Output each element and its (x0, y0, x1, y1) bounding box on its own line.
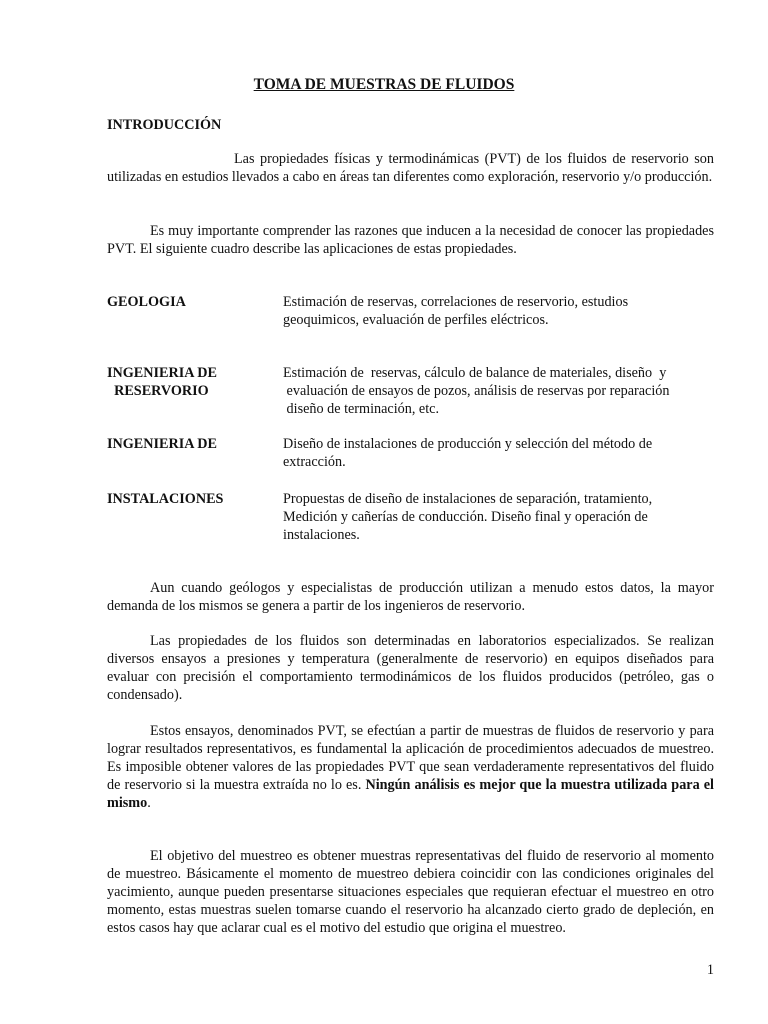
section-heading: INTRODUCCIÓN (107, 117, 222, 133)
application-label-reservorio: INGENIERIA DE RESERVORIO (107, 365, 217, 399)
paragraph-pvt-tests-end: . (147, 795, 151, 811)
application-label-ingenieria: INGENIERIA DE (107, 436, 217, 452)
paragraph-pvt-tests (107, 722, 714, 812)
paragraph-laboratory: Las propiedades de los fluidos son determinadas en laboratorios especializados. Se realizan diversos ensayos a presiones y temperatura (generalmente de reservorio) en equipos diseñados para evaluar con precisión el comportamiento termodinámicos de los fluidos producidos (petróleo, gas o condensado). (107, 633, 714, 703)
paragraph-pvt-importance: Es muy importante comprender las razones que inducen a la necesidad de conocer las propiedades PVT. El siguiente cuadro describe las aplicaciones de estas propiedades. (107, 223, 714, 257)
paragraph-pvt-tests-emphasis: Ningún análisis es mejor que la muestra utilizada para el mismo (107, 777, 714, 811)
application-label-instalaciones: INSTALACIONES (107, 491, 224, 507)
application-label-geologia: GEOLOGIA (107, 294, 186, 310)
paragraph-intro: Las propiedades físicas y termodinámicas (PVT) de los fluidos de reservorio son utilizadas en estudios llevados a cabo en áreas tan diferentes como exploración, reservorio y/o producción. (107, 151, 714, 185)
page-number: 1 (706, 962, 714, 978)
application-desc-instalaciones: Propuestas de diseño de instalaciones de separación, tratamiento, Medición y cañerías de conducción. Diseño final y operación de instalaciones. (283, 491, 653, 543)
application-desc-ingenieria: Diseño de instalaciones de producción y selección del método de extracción. (283, 436, 653, 470)
application-desc-reservorio: Estimación de reservas, cálculo de balance de materiales, diseño y evaluación de ensayos de pozos, análisis de reservas por reparación diseño de terminación, etc. (283, 365, 670, 417)
paragraph-data-demand: Aun cuando geólogos y especialistas de producción utilizan a menudo estos datos, la mayor demanda de los mismos se genera a partir de los ingenieros de reservorio. (107, 580, 714, 614)
paragraph-pvt-tests-text: Estos ensayos, denominados PVT, se efectúan a partir de muestras de fluidos de reservorio y para lograr resultados representativos, es fundamental la aplicación de procedimientos adecuados de muestreo. Es imposible obtener valores de las propiedades PVT que sean verdaderamente representativos del fluido de reservorio si la muestra extraída no lo es. (107, 723, 714, 793)
application-desc-geologia: Estimación de reservas, correlaciones de reservorio, estudios geoquimicos, evaluación de perfiles eléctricos. (283, 294, 629, 328)
document-title: TOMA DE MUESTRAS DE FLUIDOS (253, 76, 515, 93)
paragraph-sampling-objective: El objetivo del muestreo es obtener muestras representativas del fluido de reservorio al momento de muestreo. Básicamente el momento de muestreo debiera coincidir con las condiciones originales del yacimiento, aunque pueden presentarse situaciones especiales que requieran efectuar el muestreo en otro momento, estas muestras suelen tomarse cuando el reservorio ha alcanzado cierto grado de depleción, en estos casos hay que aclarar cual es el motivo del estudio que origina el muestreo. (107, 848, 714, 936)
